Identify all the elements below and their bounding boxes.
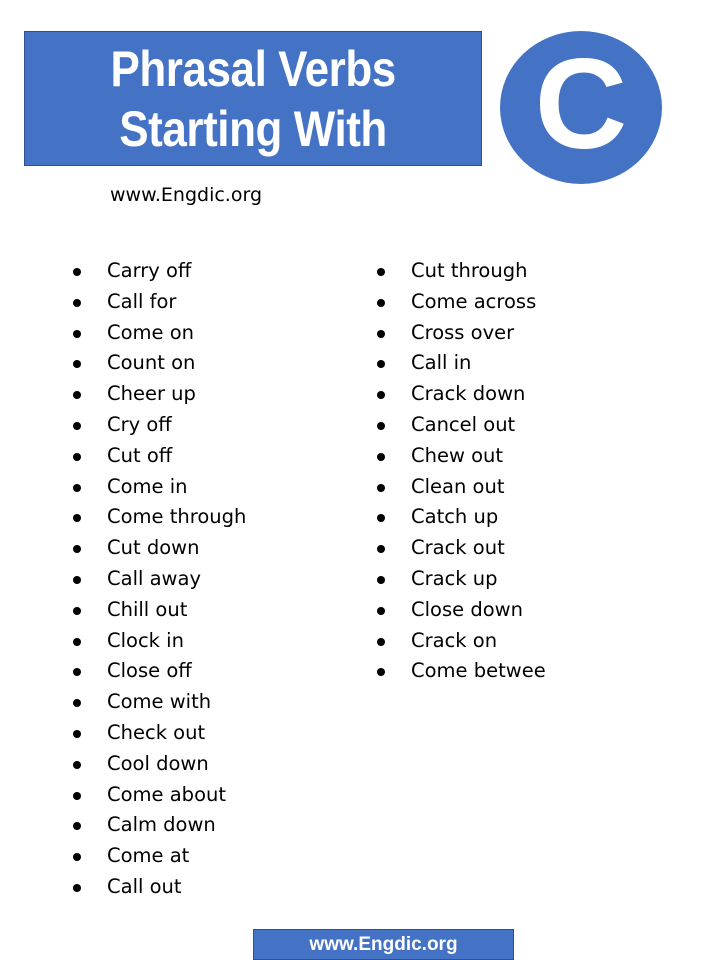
list-item: [70, 718, 246, 749]
bullet-icon: [73, 268, 81, 276]
bullet-icon: [377, 576, 385, 584]
bullet-icon: [73, 884, 81, 892]
phrasal-verb-text: Check out: [107, 720, 206, 744]
bullet-icon: [73, 330, 81, 338]
list-item: [70, 502, 246, 533]
bullet-icon: [73, 699, 81, 707]
website-url-footer: www.Engdic.org: [309, 933, 458, 955]
bullet-icon: [377, 668, 385, 676]
phrasal-verb-text: Crack down: [411, 382, 526, 406]
phrasal-verb-text: Count on: [107, 351, 196, 375]
list-item: [374, 256, 546, 287]
website-url-top: www.Engdic.org: [110, 184, 263, 206]
list-item: [70, 687, 246, 718]
bullet-icon: [377, 638, 385, 646]
phrasal-verb-text: Chill out: [107, 597, 188, 621]
title-banner: [24, 31, 482, 166]
letter-c: C: [534, 32, 628, 176]
list-item: [70, 533, 246, 564]
phrasal-verb-text: Call in: [411, 351, 472, 375]
phrasal-verb-text: Call out: [107, 874, 182, 898]
list-item: [70, 656, 246, 687]
phrasal-verb-text: Come about: [107, 782, 226, 806]
bullet-icon: [377, 484, 385, 492]
list-item: [70, 626, 246, 657]
list-item: [70, 872, 246, 903]
phrasal-verb-text: Cut off: [107, 443, 173, 467]
phrasal-verb-text: Cancel out: [411, 412, 516, 436]
bullet-icon: [73, 730, 81, 738]
phrasal-verb-text: Come on: [107, 320, 195, 344]
bullet-icon: [377, 607, 385, 615]
title-line-1: Phrasal Verbs: [110, 40, 396, 97]
bullet-icon: [377, 545, 385, 553]
list-item: [70, 564, 246, 595]
phrasal-verb-list-left: [70, 256, 246, 903]
bullet-icon: [73, 576, 81, 584]
list-item: [374, 656, 546, 687]
list-item: [374, 595, 546, 626]
phrasal-verb-text: Cry off: [107, 412, 172, 436]
list-item: [374, 502, 546, 533]
list-item: [70, 780, 246, 811]
bullet-icon: [73, 853, 81, 861]
list-item: [70, 287, 246, 318]
bullet-icon: [377, 422, 385, 430]
list-item: [374, 533, 546, 564]
phrasal-verb-text: Crack out: [411, 536, 505, 560]
list-item: [70, 379, 246, 410]
phrasal-verb-text: Come with: [107, 690, 212, 714]
list-item: [70, 595, 246, 626]
bullet-icon: [377, 299, 385, 307]
bullet-icon: [377, 391, 385, 399]
list-item: [374, 626, 546, 657]
phrasal-verb-text: Chew out: [411, 443, 504, 467]
list-item: [70, 749, 246, 780]
phrasal-verb-text: Close off: [107, 659, 192, 683]
title-line-2: Starting With: [119, 100, 387, 157]
list-item: [70, 441, 246, 472]
list-item: [70, 348, 246, 379]
bullet-icon: [73, 638, 81, 646]
phrasal-verb-text: Clock in: [107, 628, 184, 652]
phrasal-verb-text: Close down: [411, 597, 523, 621]
phrasal-verb-text: Carry off: [107, 259, 192, 282]
phrasal-verb-text: Come across: [411, 289, 537, 313]
bullet-icon: [73, 453, 81, 461]
phrasal-verb-text: Crack on: [411, 628, 498, 652]
bullet-icon: [377, 360, 385, 368]
phrasal-verb-text: Clean out: [411, 474, 505, 498]
bullet-icon: [73, 668, 81, 676]
bullet-icon: [73, 545, 81, 553]
bullet-icon: [73, 607, 81, 615]
phrasal-verb-text: Come at: [107, 844, 190, 868]
bullet-icon: [73, 484, 81, 492]
list-item: [374, 348, 546, 379]
phrasal-verb-text: Come through: [107, 505, 247, 529]
list-item: [70, 410, 246, 441]
phrasal-verb-text: Calm down: [107, 813, 216, 837]
list-item: [70, 256, 246, 287]
list-item: [70, 841, 246, 872]
bullet-icon: [73, 822, 81, 830]
list-item: [70, 318, 246, 349]
bullet-icon: [377, 514, 385, 522]
bullet-icon: [73, 360, 81, 368]
bullet-icon: [73, 761, 81, 769]
bullet-icon: [73, 792, 81, 800]
bullet-icon: [73, 299, 81, 307]
list-item: [70, 810, 246, 841]
bullet-icon: [377, 268, 385, 276]
phrasal-verb-list-right: [374, 256, 546, 687]
letter-badge: [500, 31, 662, 184]
phrasal-verb-text: Come in: [107, 474, 188, 498]
list-item: [374, 564, 546, 595]
phrasal-verb-text: Catch up: [411, 505, 499, 529]
bullet-icon: [377, 330, 385, 338]
bullet-icon: [73, 391, 81, 399]
phrasal-verb-text: Cut down: [107, 536, 200, 560]
footer-banner: [253, 929, 514, 960]
phrasal-verb-text: Cool down: [107, 751, 209, 775]
bullet-icon: [73, 422, 81, 430]
bullet-icon: [73, 514, 81, 522]
list-item: [374, 287, 546, 318]
phrasal-verb-text: Crack up: [411, 566, 498, 590]
phrasal-verb-text: Come betwee: [411, 659, 546, 683]
phrasal-verb-text: Call for: [107, 289, 177, 313]
list-item: [374, 441, 546, 472]
list-item: [374, 318, 546, 349]
bullet-icon: [377, 453, 385, 461]
list-item: [374, 410, 546, 441]
phrasal-verb-text: Call away: [107, 566, 201, 590]
phrasal-verb-text: Cheer up: [107, 382, 196, 406]
list-item: [70, 472, 246, 503]
phrasal-verb-text: Cross over: [411, 320, 515, 344]
phrasal-verb-text: Cut through: [411, 259, 528, 282]
list-item: [374, 472, 546, 503]
list-item: [374, 379, 546, 410]
